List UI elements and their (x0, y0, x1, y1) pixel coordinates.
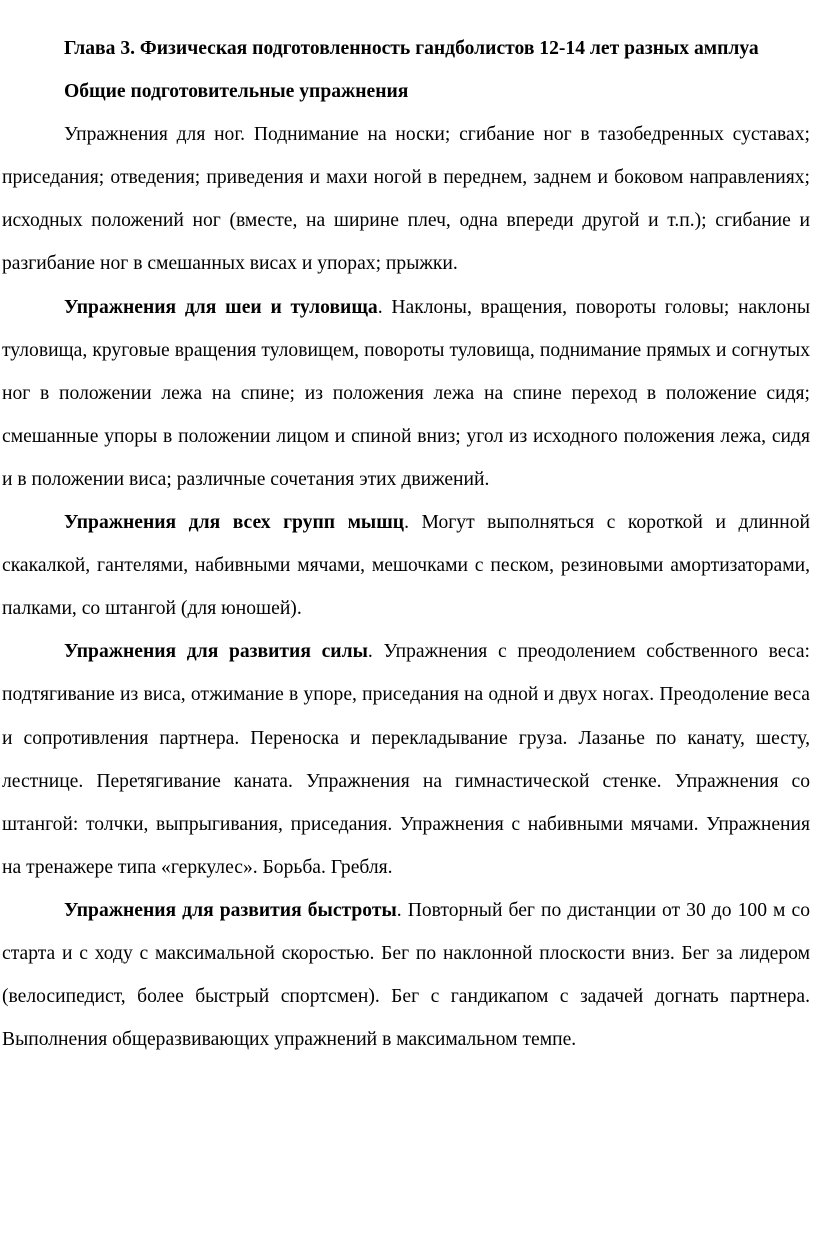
paragraph-lead: Упражнения для развития быстроты (64, 899, 397, 921)
chapter-title: Глава 3. Физическая подготовленность гандболистов 12-14 лет разных амплуа (64, 38, 759, 59)
paragraph-text: . Могут выполняться с короткой и длинной скакалкой, гантелями, набивными мячами, мешочками с песком, резиновыми амортизаторами, палками, со штангой (для юношей). (2, 512, 810, 620)
section-title: Общие подготовительные упражнения (64, 81, 409, 103)
paragraph-lead: Упражнения для всех групп мышц (64, 512, 405, 534)
paragraph-legs (2, 113, 810, 285)
paragraph-lead: Упражнения для развития силы (64, 641, 368, 663)
paragraph-neck-torso (2, 286, 810, 501)
paragraph-lead: Упражнения для шеи и туловища (64, 296, 378, 318)
paragraph-speed (2, 889, 810, 1061)
paragraph-all-muscles (2, 501, 810, 630)
paragraph-text: Упражнения для ног. Поднимание на носки; сгибание ног в тазобедренных суставах; приседания; отведения; приведения и махи ногой в переднем, заднем и боковом направлениях; исходных положений ног (вместе, на ширине плеч, одна впереди другой и т.п.); сгибание и разгибание ног в смешанных висах и упорах; прыжки. (2, 124, 810, 275)
paragraph-text: . Повторный бег по дистанции от 30 до 100 м со старта и с ходу с максимальной скоростью. Бег по наклонной плоскости вниз. Бег за лидером (велосипедист, более быстрый спортсмен). Бег с гандикапом с задачей догнать партнера. Выполнения общеразвивающих упражнений в максимальном темпе. (2, 899, 810, 1051)
paragraph-text: . Упражнения с преодолением собственного веса: подтягивание из виса, отжимание в упоре, приседания на одной и двух ногах. Преодоление веса и сопротивления партнера. Переноска и перекладывание груза. Лазанье по канату, шесту, лестнице. Перетягивание каната. Упражнения на гимнастической стенке. Упражнения со штангой: толчки, выпрыгивания, приседания. Упражнения с набивными мячами. Упражнения на тренажере типа «геркулес». Борьба. Гребля. (2, 641, 811, 878)
paragraph-text: . Наклоны, вращения, повороты головы; наклоны туловища, круговые вращения туловищем, повороты туловища, поднимание прямых и согнутых ног в положении лежа на спине; из положения лежа на спине переход в положение сидя; смешанные упоры в положении лицом и спиной вниз; угол из исходного положения лежа, сидя и в положении виса; различные сочетания этих движений. (2, 296, 811, 490)
paragraph-strength (2, 630, 810, 889)
